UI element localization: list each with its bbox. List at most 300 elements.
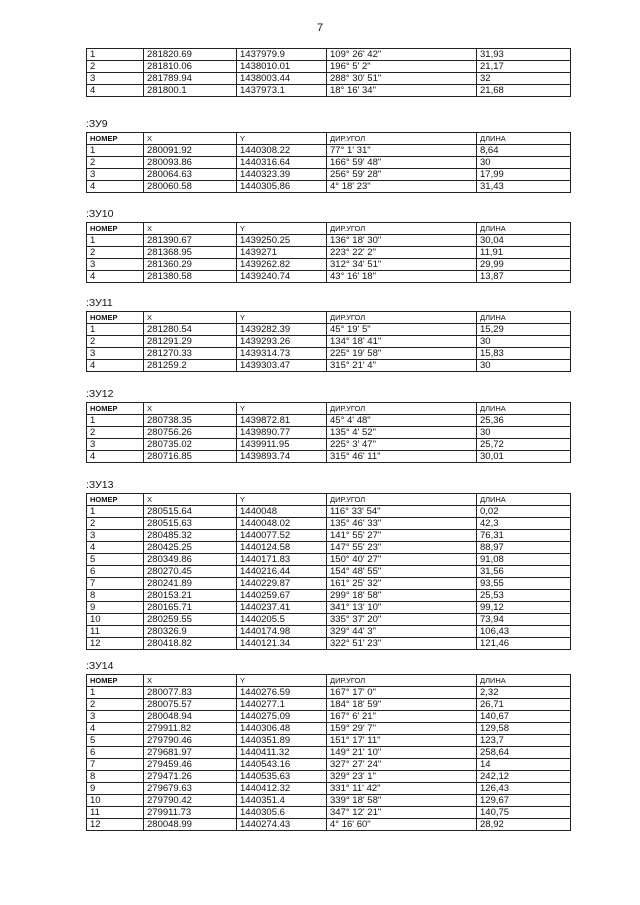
table-cell: 4° 16' 60"	[327, 819, 477, 831]
table-cell: 1440216.44	[237, 566, 327, 578]
table-cell: 13,87	[477, 271, 571, 283]
table-cell: 7	[87, 759, 144, 771]
table-cell: 1439271	[237, 247, 327, 259]
table-row	[87, 638, 571, 650]
table-cell: 4	[87, 451, 144, 463]
table-cell: 281360.29	[144, 259, 237, 271]
table-cell: 329° 44' 3"	[327, 626, 477, 638]
table-cell: 123,7	[477, 735, 571, 747]
table-cell: 1438003.44	[237, 73, 327, 85]
table-cell: 1440048	[237, 506, 327, 518]
table-cell: 279911.82	[144, 723, 237, 735]
table-cell: 312° 34' 51"	[327, 259, 477, 271]
table-cell: 147° 55' 23"	[327, 542, 477, 554]
table-cell: 347° 12' 21"	[327, 807, 477, 819]
column-header: Y	[237, 312, 327, 324]
table-row	[87, 590, 571, 602]
coordinate-table	[86, 493, 571, 650]
table-row	[87, 566, 571, 578]
table-cell: 129,67	[477, 795, 571, 807]
table-cell: 279790.42	[144, 795, 237, 807]
table-cell: 1440308.22	[237, 145, 327, 157]
table-cell: 225° 3' 47"	[327, 439, 477, 451]
table-cell: 4° 18' 23"	[327, 181, 477, 193]
table-row	[87, 723, 571, 735]
table-cell: 5	[87, 735, 144, 747]
column-header: ДИР.УГОЛ	[327, 403, 477, 415]
table-cell: 1439303.47	[237, 360, 327, 372]
table-cell: 280048.94	[144, 711, 237, 723]
table-cell: 1440048.02	[237, 518, 327, 530]
table-cell: 21,68	[477, 85, 571, 97]
table-cell: 30	[477, 427, 571, 439]
table-cell: 1440306.48	[237, 723, 327, 735]
table-cell: 2	[87, 427, 144, 439]
table-cell: 281810.06	[144, 61, 237, 73]
table-cell: 140,67	[477, 711, 571, 723]
table-cell: 45° 19' 5"	[327, 324, 477, 336]
table-cell: 280716.85	[144, 451, 237, 463]
table-cell: 136° 18' 30"	[327, 235, 477, 247]
table-row	[87, 795, 571, 807]
table-cell: 299° 18' 58"	[327, 590, 477, 602]
table-cell: 1439893.74	[237, 451, 327, 463]
table-cell: 15,29	[477, 324, 571, 336]
table-cell: 26,71	[477, 699, 571, 711]
table-cell: 134° 18' 41"	[327, 336, 477, 348]
table-row	[87, 807, 571, 819]
table-cell: 280326.9	[144, 626, 237, 638]
table-row	[87, 439, 571, 451]
table-cell: 1	[87, 324, 144, 336]
table-header-row	[87, 403, 571, 415]
table-cell: 2,32	[477, 687, 571, 699]
table-row	[87, 451, 571, 463]
table-row	[87, 157, 571, 169]
table-cell: 3	[87, 530, 144, 542]
table-cell: 1	[87, 506, 144, 518]
table-cell: 45° 4' 48"	[327, 415, 477, 427]
table-cell: 1440305.86	[237, 181, 327, 193]
table-row	[87, 602, 571, 614]
table-cell: 281820.69	[144, 49, 237, 61]
table-cell: 281291.29	[144, 336, 237, 348]
table-cell: 281368.95	[144, 247, 237, 259]
table-cell: 1440351.89	[237, 735, 327, 747]
table-cell: 25,36	[477, 415, 571, 427]
table-row	[87, 427, 571, 439]
table-cell: 1439262.82	[237, 259, 327, 271]
column-header: НОМЕР	[87, 312, 144, 324]
table-cell: 327° 27' 24"	[327, 759, 477, 771]
table-cell: 30,04	[477, 235, 571, 247]
table-cell: 1439293.26	[237, 336, 327, 348]
table-cell: 17,99	[477, 169, 571, 181]
coordinate-table	[86, 222, 571, 283]
table-cell: 1440274.43	[237, 819, 327, 831]
table-cell: 4	[87, 723, 144, 735]
table-cell: 288° 30' 51"	[327, 73, 477, 85]
table-cell: 1440411.32	[237, 747, 327, 759]
table-cell: 1	[87, 145, 144, 157]
table-cell: 76,31	[477, 530, 571, 542]
table-cell: 141° 55' 27"	[327, 530, 477, 542]
table-row	[87, 614, 571, 626]
table-cell: 9	[87, 602, 144, 614]
coordinate-table-block	[86, 296, 570, 372]
table-cell: 28,92	[477, 819, 571, 831]
table-cell: 1440171.83	[237, 554, 327, 566]
column-header: ДИР.УГОЛ	[327, 494, 477, 506]
table-row	[87, 530, 571, 542]
table-cell: 8	[87, 771, 144, 783]
table-cell: 1439314.73	[237, 348, 327, 360]
table-row	[87, 247, 571, 259]
table-cell: 11,91	[477, 247, 571, 259]
table-cell: 1440316.64	[237, 157, 327, 169]
table-row	[87, 415, 571, 427]
table-cell: 1	[87, 49, 144, 61]
column-header: ДЛИНА	[477, 494, 571, 506]
table-cell: 280515.63	[144, 518, 237, 530]
table-cell: 9	[87, 783, 144, 795]
column-header: ДИР.УГОЛ	[327, 133, 477, 145]
table-cell: 135° 4' 52"	[327, 427, 477, 439]
column-header: Y	[237, 223, 327, 235]
table-cell: 121,46	[477, 638, 571, 650]
table-cell: 3	[87, 259, 144, 271]
coordinate-table-block	[86, 387, 570, 463]
table-cell: 279790.46	[144, 735, 237, 747]
table-row	[87, 783, 571, 795]
table-cell: 1440205.5	[237, 614, 327, 626]
table-cell: 15,83	[477, 348, 571, 360]
table-cell: 1440174.98	[237, 626, 327, 638]
table-cell: 329° 23' 1"	[327, 771, 477, 783]
table-cell: 1440275.09	[237, 711, 327, 723]
table-row	[87, 360, 571, 372]
table-cell: 25,53	[477, 590, 571, 602]
table-cell: 140,75	[477, 807, 571, 819]
table-cell: 1440276.59	[237, 687, 327, 699]
table-cell: 32	[477, 73, 571, 85]
coordinate-table-block	[86, 48, 570, 97]
table-cell: 4	[87, 360, 144, 372]
table-cell: 242,12	[477, 771, 571, 783]
table-cell: 151° 17' 11"	[327, 735, 477, 747]
table-cell: 18° 16' 34"	[327, 85, 477, 97]
table-cell: 3	[87, 711, 144, 723]
table-row	[87, 271, 571, 283]
table-cell: 116° 33' 54"	[327, 506, 477, 518]
column-header: НОМЕР	[87, 494, 144, 506]
column-header: НОМЕР	[87, 403, 144, 415]
column-header: X	[144, 403, 237, 415]
table-cell: 223° 22' 2"	[327, 247, 477, 259]
table-cell: 225° 19' 58"	[327, 348, 477, 360]
table-row	[87, 518, 571, 530]
table-cell: 2	[87, 336, 144, 348]
table-cell: 91,08	[477, 554, 571, 566]
table-cell: 1440323.39	[237, 169, 327, 181]
table-cell: 106,43	[477, 626, 571, 638]
table-row	[87, 506, 571, 518]
table-cell: 280418.82	[144, 638, 237, 650]
table-cell: 3	[87, 439, 144, 451]
column-header: ДИР.УГОЛ	[327, 223, 477, 235]
table-cell: 73,94	[477, 614, 571, 626]
table-cell: 126,43	[477, 783, 571, 795]
column-header: X	[144, 223, 237, 235]
table-cell: 25,72	[477, 439, 571, 451]
table-header-row	[87, 312, 571, 324]
table-cell: 280153.21	[144, 590, 237, 602]
table-cell: 279681.97	[144, 747, 237, 759]
table-cell: 280064.63	[144, 169, 237, 181]
table-cell: 1440535.63	[237, 771, 327, 783]
table-cell: 2	[87, 61, 144, 73]
table-row	[87, 181, 571, 193]
table-cell: 341° 13' 10"	[327, 602, 477, 614]
table-cell: 154° 48' 55"	[327, 566, 477, 578]
table-cell: 1	[87, 687, 144, 699]
table-cell: 8,64	[477, 145, 571, 157]
table-title: :ЗУ14	[86, 660, 114, 672]
table-row	[87, 711, 571, 723]
table-row	[87, 61, 571, 73]
table-cell: 1439872.81	[237, 415, 327, 427]
table-cell: 0,02	[477, 506, 571, 518]
table-cell: 4	[87, 542, 144, 554]
column-header: ДЛИНА	[477, 223, 571, 235]
table-cell: 77° 1' 31"	[327, 145, 477, 157]
table-cell: 279459.46	[144, 759, 237, 771]
table-row	[87, 169, 571, 181]
table-cell: 280165.71	[144, 602, 237, 614]
column-header: X	[144, 312, 237, 324]
table-cell: 30	[477, 336, 571, 348]
column-header: Y	[237, 133, 327, 145]
table-cell: 129,58	[477, 723, 571, 735]
table-cell: 1439240.74	[237, 271, 327, 283]
table-cell: 88,97	[477, 542, 571, 554]
table-cell: 280077.83	[144, 687, 237, 699]
table-cell: 167° 6' 21"	[327, 711, 477, 723]
table-cell: 4	[87, 271, 144, 283]
table-cell: 6	[87, 747, 144, 759]
table-row	[87, 554, 571, 566]
table-row	[87, 235, 571, 247]
table-cell: 149° 21' 10"	[327, 747, 477, 759]
table-cell: 315° 21' 4"	[327, 360, 477, 372]
table-cell: 4	[87, 181, 144, 193]
column-header: НОМЕР	[87, 133, 144, 145]
table-cell: 3	[87, 169, 144, 181]
table-title: :ЗУ12	[86, 388, 114, 400]
table-cell: 10	[87, 614, 144, 626]
table-cell: 280270.45	[144, 566, 237, 578]
table-cell: 167° 17' 0"	[327, 687, 477, 699]
table-cell: 14	[477, 759, 571, 771]
table-cell: 1439282.39	[237, 324, 327, 336]
column-header: ДЛИНА	[477, 133, 571, 145]
table-cell: 31,93	[477, 49, 571, 61]
table-cell: 281280.54	[144, 324, 237, 336]
table-cell: 12	[87, 638, 144, 650]
table-row	[87, 578, 571, 590]
table-cell: 3	[87, 73, 144, 85]
table-cell: 1437973.1	[237, 85, 327, 97]
column-header: ДЛИНА	[477, 675, 571, 687]
table-cell: 1440277.1	[237, 699, 327, 711]
coordinate-table-block	[86, 117, 570, 193]
column-header: Y	[237, 403, 327, 415]
column-header: ДИР.УГОЛ	[327, 675, 477, 687]
table-cell: 2	[87, 247, 144, 259]
table-cell: 280485.32	[144, 530, 237, 542]
table-row	[87, 759, 571, 771]
table-cell: 11	[87, 626, 144, 638]
table-cell: 1437979.9	[237, 49, 327, 61]
table-cell: 161° 25' 32"	[327, 578, 477, 590]
table-header-row	[87, 675, 571, 687]
table-cell: 1440229.87	[237, 578, 327, 590]
column-header: НОМЕР	[87, 223, 144, 235]
table-cell: 1440124.58	[237, 542, 327, 554]
table-cell: 335° 37' 20"	[327, 614, 477, 626]
table-cell: 10	[87, 795, 144, 807]
table-title: :ЗУ11	[86, 297, 113, 309]
table-cell: 31,56	[477, 566, 571, 578]
table-cell: 1440121.34	[237, 638, 327, 650]
table-row	[87, 259, 571, 271]
table-row	[87, 73, 571, 85]
table-cell: 322° 51' 23"	[327, 638, 477, 650]
table-row	[87, 336, 571, 348]
table-row	[87, 819, 571, 831]
table-cell: 1440351.4	[237, 795, 327, 807]
column-header: ДЛИНА	[477, 312, 571, 324]
table-cell: 281789.94	[144, 73, 237, 85]
table-cell: 93,55	[477, 578, 571, 590]
table-cell: 3	[87, 348, 144, 360]
table-cell: 159° 29' 7"	[327, 723, 477, 735]
table-cell: 280241.89	[144, 578, 237, 590]
table-cell: 280060.58	[144, 181, 237, 193]
column-header: НОМЕР	[87, 675, 144, 687]
table-cell: 1	[87, 235, 144, 247]
table-cell: 280425.25	[144, 542, 237, 554]
column-header: Y	[237, 494, 327, 506]
table-cell: 1439911.95	[237, 439, 327, 451]
table-cell: 339° 18' 58"	[327, 795, 477, 807]
table-cell: 279471.26	[144, 771, 237, 783]
table-row	[87, 49, 571, 61]
table-cell: 280048.99	[144, 819, 237, 831]
table-title: :ЗУ13	[86, 479, 114, 491]
table-cell: 280349.86	[144, 554, 237, 566]
table-cell: 281380.58	[144, 271, 237, 283]
table-cell: 1440543.16	[237, 759, 327, 771]
table-cell: 280093.86	[144, 157, 237, 169]
table-cell: 1438010.01	[237, 61, 327, 73]
table-cell: 31,43	[477, 181, 571, 193]
table-cell: 256° 59' 28"	[327, 169, 477, 181]
table-cell: 99,12	[477, 602, 571, 614]
coordinate-table	[86, 402, 571, 463]
column-header: ДИР.УГОЛ	[327, 312, 477, 324]
table-row	[87, 348, 571, 360]
table-cell: 279911.73	[144, 807, 237, 819]
table-cell: 331° 11' 42"	[327, 783, 477, 795]
table-cell: 281800.1	[144, 85, 237, 97]
table-row	[87, 735, 571, 747]
table-row	[87, 747, 571, 759]
table-cell: 8	[87, 590, 144, 602]
column-header: X	[144, 675, 237, 687]
table-cell: 258,64	[477, 747, 571, 759]
table-cell: 280075.57	[144, 699, 237, 711]
table-cell: 2	[87, 699, 144, 711]
table-cell: 184° 18' 59"	[327, 699, 477, 711]
table-cell: 6	[87, 566, 144, 578]
table-cell: 42,3	[477, 518, 571, 530]
coordinate-table-block	[86, 207, 570, 283]
table-row	[87, 626, 571, 638]
table-cell: 166° 59' 48"	[327, 157, 477, 169]
table-cell: 11	[87, 807, 144, 819]
table-cell: 12	[87, 819, 144, 831]
table-cell: 281259.2	[144, 360, 237, 372]
column-header: ДЛИНА	[477, 403, 571, 415]
table-row	[87, 85, 571, 97]
coordinate-table	[86, 48, 571, 97]
table-cell: 280091.92	[144, 145, 237, 157]
column-header: Y	[237, 675, 327, 687]
table-row	[87, 542, 571, 554]
table-cell: 30	[477, 157, 571, 169]
table-cell: 280515.64	[144, 506, 237, 518]
table-cell: 1440305.6	[237, 807, 327, 819]
table-cell: 7	[87, 578, 144, 590]
table-row	[87, 145, 571, 157]
coordinate-table-block	[86, 659, 570, 831]
table-title: :ЗУ10	[86, 208, 114, 220]
table-cell: 21,17	[477, 61, 571, 73]
coordinate-table-block	[86, 478, 570, 650]
table-cell: 1	[87, 415, 144, 427]
table-cell: 1440077.52	[237, 530, 327, 542]
table-cell: 280735.02	[144, 439, 237, 451]
table-cell: 30	[477, 360, 571, 372]
table-cell: 315° 46' 11"	[327, 451, 477, 463]
table-cell: 1439890.77	[237, 427, 327, 439]
page-number: 7	[316, 22, 324, 34]
coordinate-table	[86, 132, 571, 193]
table-row	[87, 687, 571, 699]
coordinate-table	[86, 674, 571, 831]
table-cell: 281390.67	[144, 235, 237, 247]
table-cell: 43° 16' 18"	[327, 271, 477, 283]
table-row	[87, 324, 571, 336]
table-cell: 2	[87, 157, 144, 169]
table-cell: 109° 26' 42"	[327, 49, 477, 61]
table-cell: 4	[87, 85, 144, 97]
table-cell: 29,99	[477, 259, 571, 271]
coordinate-table	[86, 311, 571, 372]
table-cell: 280738.35	[144, 415, 237, 427]
table-cell: 279679.63	[144, 783, 237, 795]
